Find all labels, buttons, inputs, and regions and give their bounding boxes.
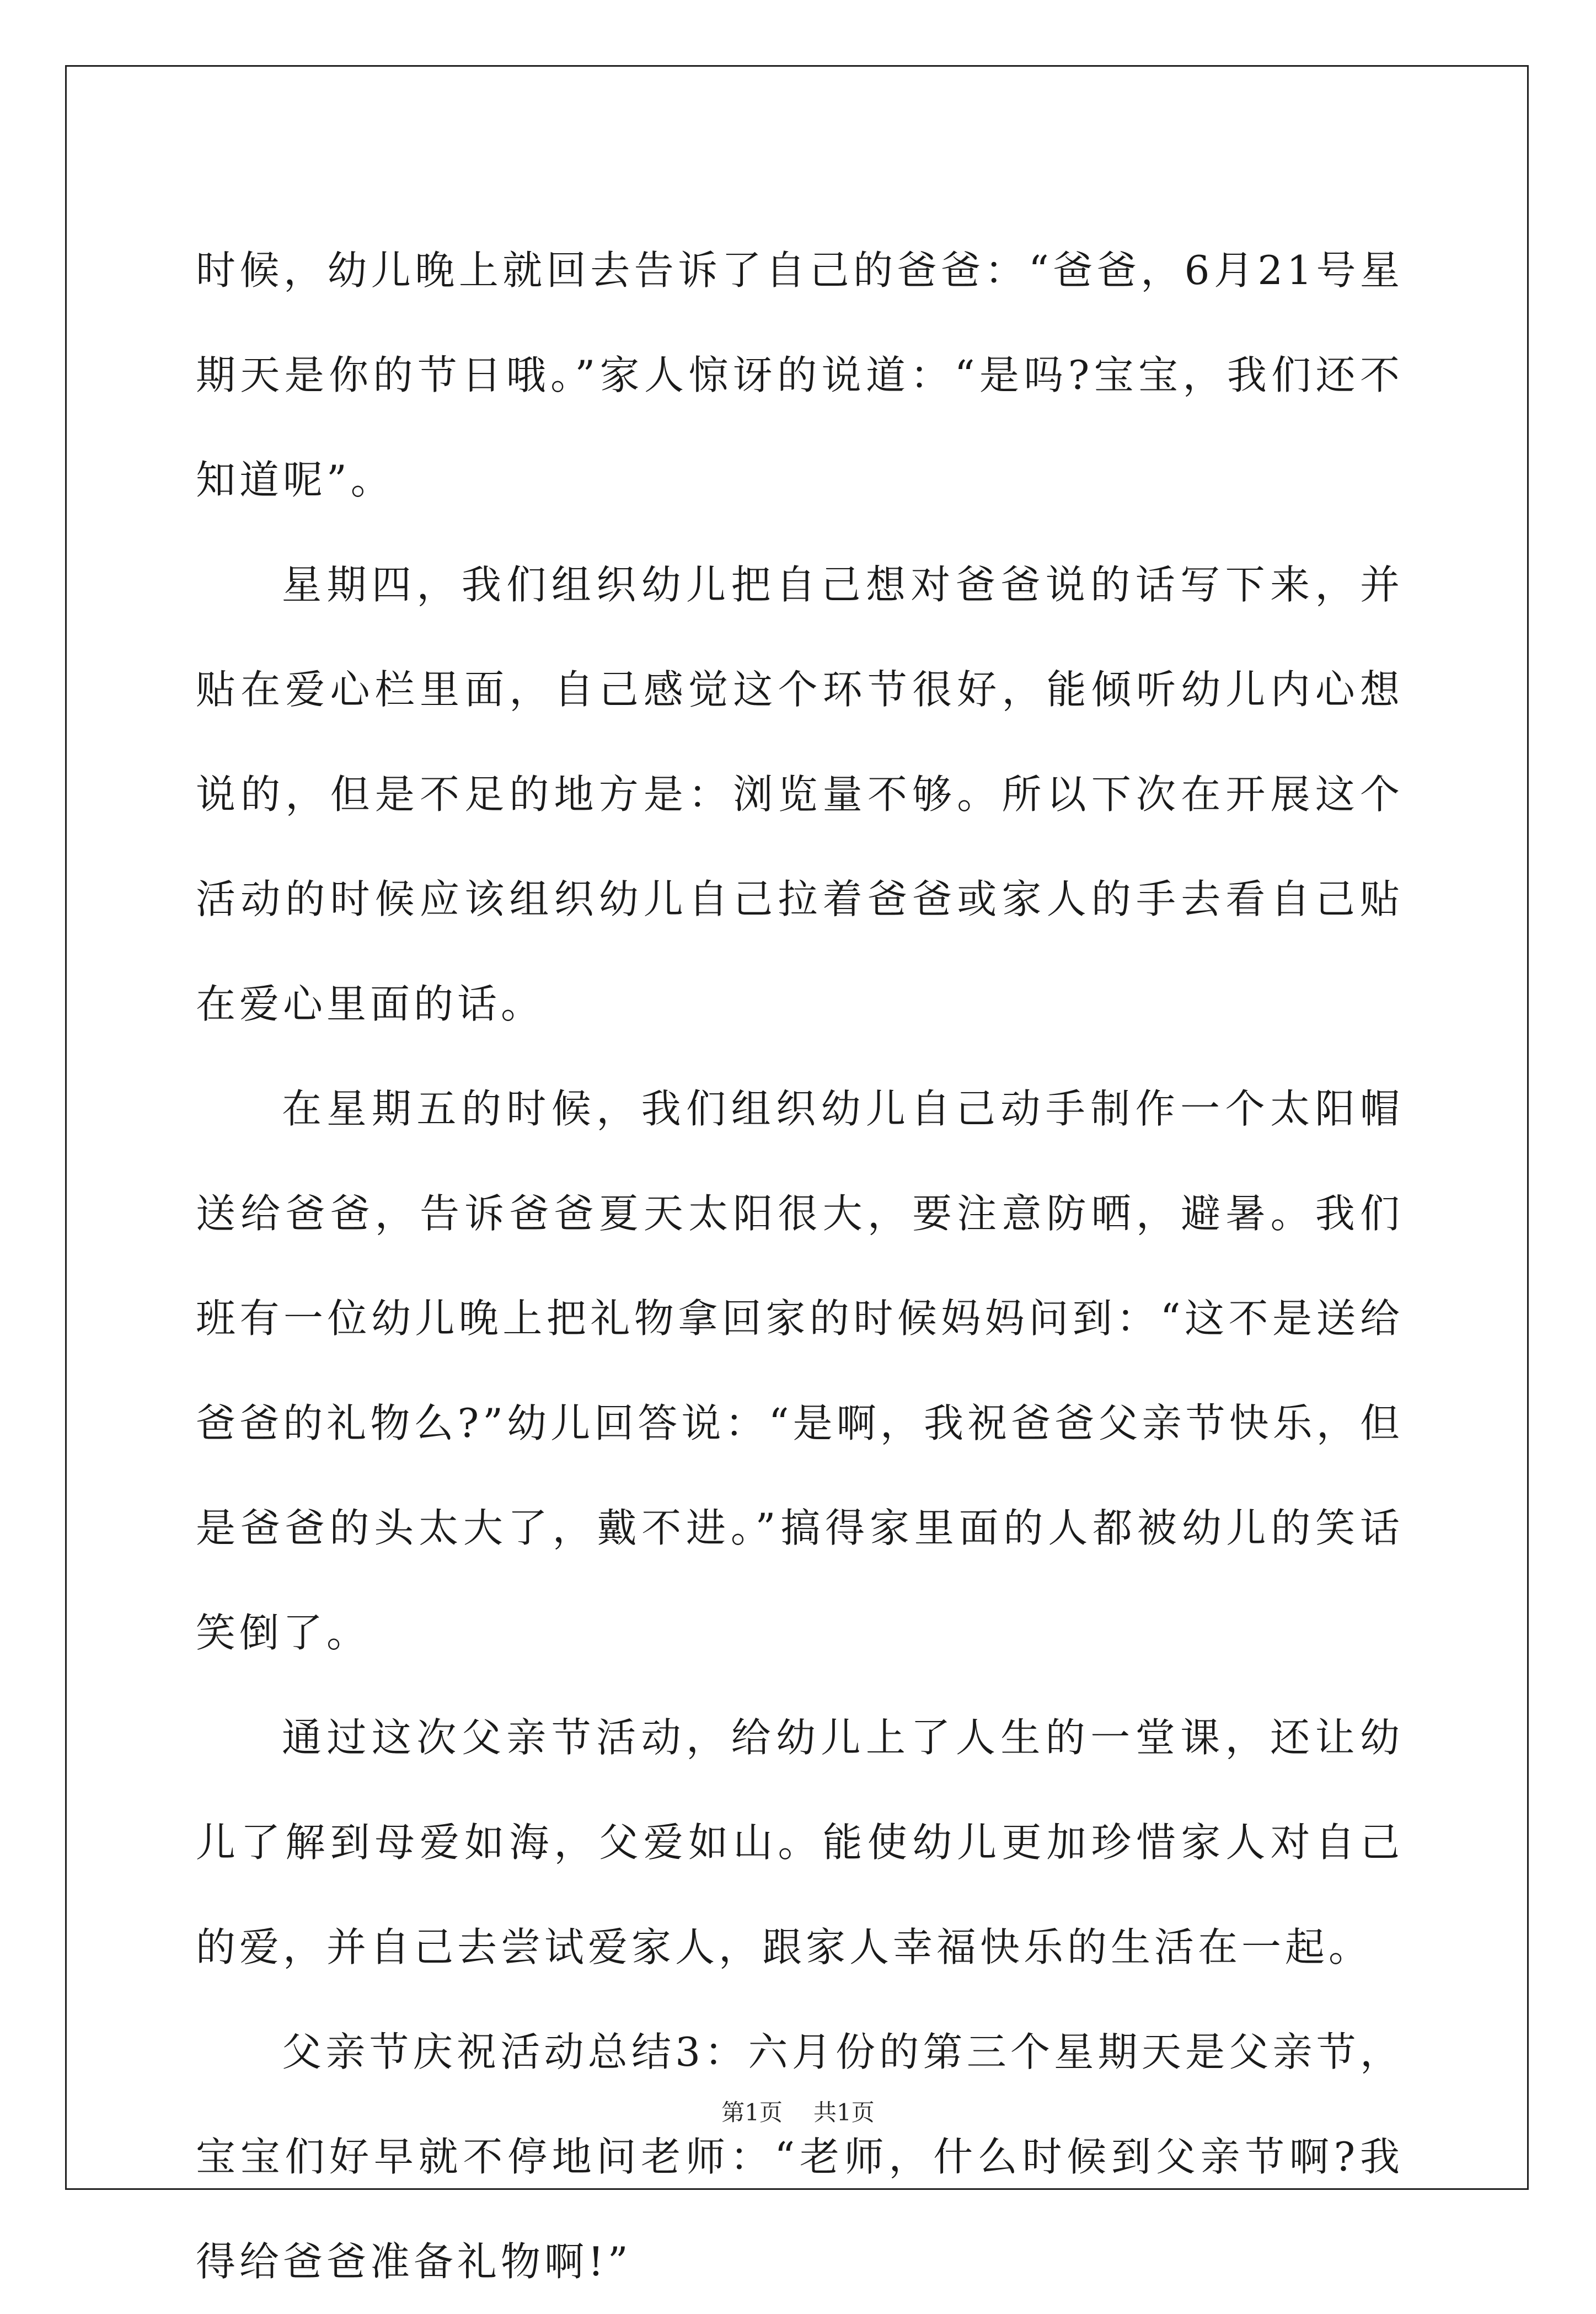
- paragraph-1: 时候，幼儿晚上就回去告诉了自己的爸爸：“爸爸，6月21号星期天是你的节日哦。”家人惊讶的说道：“是吗?宝宝，我们还不知道呢”。: [196, 247, 1404, 503]
- paragraph-3: 在星期五的时候，我们组织幼儿自己动手制作一个太阳帽送给爸爸，告诉爸爸夏天太阳很大，要注意防晒，避暑。我们班有一位幼儿晚上把礼物拿回家的时候妈妈问到：“这不是送给爸爸的礼物么?”幼儿回答说：“是啊，我祝爸爸父亲节快乐，但是爸爸的头太大了，戴不进。”搞得家里面的人都被幼儿的笑话笑倒了。: [196, 1086, 1404, 1656]
- page-footer: [0, 2096, 1596, 2129]
- paragraph-2: 星期四，我们组织幼儿把自己想对爸爸说的话写下来，并贴在爱心栏里面，自己感觉这个环节很好，能倾听幼儿内心想说的，但是不足的地方是：浏览量不够。所以下次在开展这个活动的时候应该组织幼儿自己拉着爸爸或家人的手去看自己贴在爱心里面的话。: [196, 562, 1404, 1027]
- document-body: [196, 218, 1404, 2314]
- paragraph-4: 通过这次父亲节活动，给幼儿上了人生的一堂课，还让幼儿了解到母爱如海，父爱如山。能使幼儿更加珍惜家人对自己的爱，并自己去尝试爱家人，跟家人幸福快乐的生活在一起。: [196, 1714, 1404, 1970]
- page-number-total: 共1页: [813, 2099, 875, 2126]
- page-number-current: 第1页: [721, 2099, 783, 2126]
- paragraph-5: 父亲节庆祝活动总结3：六月份的第三个星期天是父亲节，宝宝们好早就不停地问老师：“老师，什么时候到父亲节啊?我得给爸爸准备礼物啊!”: [196, 2029, 1404, 2285]
